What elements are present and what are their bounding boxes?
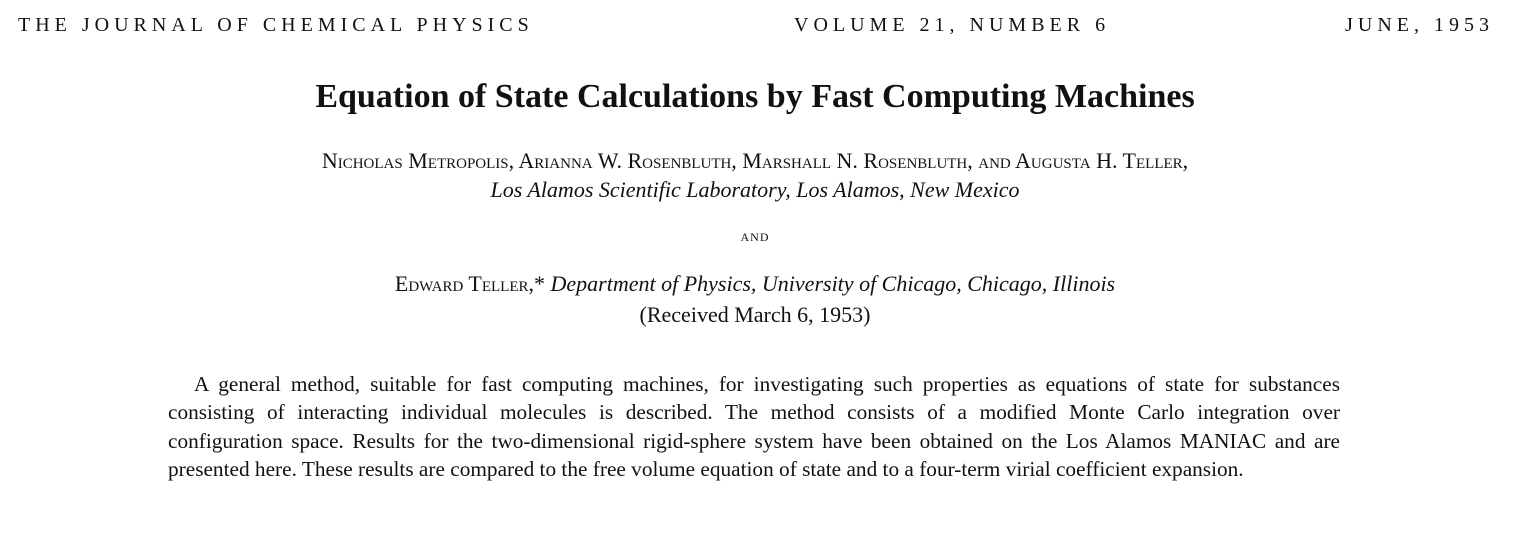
author-block — [0, 146, 1510, 204]
paper-title: Equation of State Calculations by Fast Computing Machines — [315, 78, 1195, 115]
authors-line: Nicholas Metropolis, Arianna W. Rosenbluth, Marshall N. Rosenbluth, and Augusta H. Teller, — [321, 148, 1189, 173]
abstract: A general method, suitable for fast computing machines, for investigating such properties as equations of state for substances consisting of interacting individual molecules is described. The method consists of a modified Monte Carlo integration over configuration space. Results for the two-dimensional rigid-sphere system have been obtained on the Los Alamos MANIAC and are presented here. These results are compared to the free volume equation of state and to a four-term virial coefficient expansion. — [168, 372, 1340, 482]
second-author-block — [0, 268, 1510, 330]
second-author-affiliation: Department of Physics, University of Chicago, Chicago, Illinois — [550, 271, 1116, 296]
second-author-name: Edward Teller,* — [394, 271, 546, 296]
second-author-line — [0, 268, 1510, 299]
issue-date: JUNE, 1953 — [1345, 14, 1494, 36]
and-separator: and — [740, 226, 770, 245]
journal-header — [18, 14, 1494, 42]
volume-number: VOLUME 21, NUMBER 6 — [794, 14, 1111, 36]
received-date: (Received March 6, 1953) — [639, 302, 871, 327]
journal-name: THE JOURNAL OF CHEMICAL PHYSICS — [18, 14, 534, 36]
affiliation-los-alamos: Los Alamos Scientific Laboratory, Los Alamos, New Mexico — [490, 177, 1020, 202]
